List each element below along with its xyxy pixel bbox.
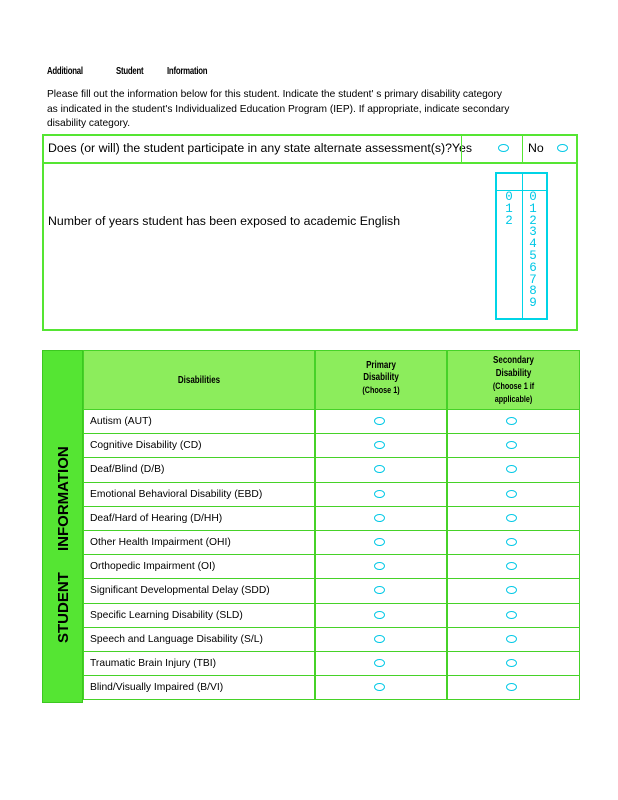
primary-cell — [315, 458, 447, 482]
primary-cell — [315, 628, 447, 652]
ones-digit[interactable]: 8 — [529, 284, 537, 299]
divider — [522, 136, 523, 162]
no-radio[interactable] — [557, 144, 568, 152]
table-row — [83, 531, 580, 555]
disability-label: Autism (AUT) — [83, 410, 315, 434]
secondary-cell — [447, 628, 580, 652]
alternate-assessment-row — [44, 136, 576, 164]
ones-digit[interactable]: 4 — [529, 237, 537, 252]
header-primary-line: Primary — [366, 360, 396, 371]
disability-label: Deaf/Hard of Hearing (D/HH) — [83, 507, 315, 531]
tens-digit[interactable]: 0 — [505, 190, 513, 204]
primary-radio[interactable] — [374, 659, 385, 667]
primary-cell — [315, 507, 447, 531]
secondary-cell — [447, 531, 580, 555]
header-secondary-line: Secondary — [493, 355, 534, 366]
table-row — [83, 507, 580, 531]
divider — [522, 174, 523, 318]
secondary-radio[interactable] — [506, 562, 517, 570]
ones-digit-column[interactable] — [527, 192, 539, 310]
primary-radio[interactable] — [374, 635, 385, 643]
header-secondary — [447, 350, 580, 410]
primary-radio[interactable] — [374, 562, 385, 570]
ones-digit[interactable]: 1 — [529, 201, 537, 216]
student-information-sidebar — [42, 350, 83, 703]
tens-digit[interactable]: 2 — [505, 213, 513, 228]
table-header — [83, 350, 580, 410]
title-word-information: Information — [167, 66, 208, 77]
secondary-radio[interactable] — [506, 490, 517, 498]
secondary-cell — [447, 458, 580, 482]
header-primary — [315, 350, 447, 410]
instructions-line: Please fill out the information below for this student. Indicate the student' s primary disability category — [47, 89, 502, 100]
disability-label: Orthopedic Impairment (OI) — [83, 555, 315, 579]
tens-digit-column[interactable] — [503, 192, 515, 227]
primary-cell — [315, 483, 447, 507]
primary-radio[interactable] — [374, 683, 385, 691]
ones-digit[interactable]: 6 — [529, 260, 537, 275]
primary-radio[interactable] — [374, 441, 385, 449]
secondary-cell — [447, 579, 580, 603]
secondary-radio[interactable] — [506, 417, 517, 425]
table-row — [83, 604, 580, 628]
secondary-cell — [447, 434, 580, 458]
secondary-cell — [447, 652, 580, 676]
primary-cell — [315, 652, 447, 676]
secondary-radio[interactable] — [506, 659, 517, 667]
english-years-question: Number of years student has been exposed to academic English — [48, 214, 401, 228]
alternate-assessment-question: Does (or will) the student participate in any state alternate assessment(s)?Yes — [48, 141, 472, 155]
secondary-cell — [447, 676, 580, 700]
instructions-line: disability category. — [47, 118, 131, 129]
yes-radio[interactable] — [498, 144, 509, 152]
secondary-cell — [447, 410, 580, 434]
primary-radio[interactable] — [374, 490, 385, 498]
table-row — [83, 676, 580, 700]
header-primary-line: Disability — [363, 372, 399, 383]
table-row — [83, 458, 580, 482]
secondary-radio[interactable] — [506, 465, 517, 473]
primary-radio[interactable] — [374, 538, 385, 546]
header-secondary-line: (Choose 1 if — [492, 381, 535, 391]
ones-digit[interactable]: 9 — [529, 296, 537, 311]
header-secondary-line: applicable) — [494, 393, 533, 404]
table-row — [83, 579, 580, 603]
primary-radio[interactable] — [374, 514, 385, 522]
no-label: No — [528, 141, 544, 155]
tens-digit[interactable]: 1 — [505, 201, 513, 216]
secondary-radio[interactable] — [506, 635, 517, 643]
header-primary-line: (Choose 1) — [362, 385, 400, 395]
title-word-student: Student — [116, 66, 144, 77]
side-label-information: INFORMATION — [55, 446, 72, 551]
years-bubble-grid[interactable] — [495, 172, 548, 320]
primary-cell — [315, 604, 447, 628]
primary-radio[interactable] — [374, 417, 385, 425]
ones-digit[interactable]: 3 — [529, 225, 537, 240]
instructions — [47, 88, 567, 132]
primary-radio[interactable] — [374, 465, 385, 473]
side-label-student: STUDENT — [55, 572, 72, 643]
secondary-cell — [447, 604, 580, 628]
secondary-radio[interactable] — [506, 611, 517, 619]
secondary-radio[interactable] — [506, 538, 517, 546]
primary-radio[interactable] — [374, 611, 385, 619]
disability-label: Significant Developmental Delay (SDD) — [83, 579, 315, 603]
disability-label: Specific Learning Disability (SLD) — [83, 604, 315, 628]
secondary-radio[interactable] — [506, 683, 517, 691]
primary-cell — [315, 555, 447, 579]
secondary-radio[interactable] — [506, 441, 517, 449]
primary-cell — [315, 434, 447, 458]
disability-label: Cognitive Disability (CD) — [83, 434, 315, 458]
table-row — [83, 652, 580, 676]
table-row — [83, 555, 580, 579]
header-disabilities — [83, 350, 315, 410]
ones-digit[interactable]: 5 — [529, 248, 537, 263]
disability-label: Emotional Behavioral Disability (EBD) — [83, 483, 315, 507]
title-word-additional: Additional — [47, 66, 83, 77]
secondary-cell — [447, 555, 580, 579]
ones-digit[interactable]: 7 — [529, 272, 537, 287]
header-secondary-line: Disability — [495, 367, 532, 379]
ones-digit[interactable]: 0 — [529, 190, 537, 204]
disability-label: Speech and Language Disability (S/L) — [83, 628, 315, 652]
disability-label: Other Health Impairment (OHI) — [83, 531, 315, 555]
primary-cell — [315, 579, 447, 603]
assessment-box — [42, 134, 578, 331]
disability-label: Blind/Visually Impaired (B/VI) — [83, 676, 315, 700]
primary-cell — [315, 676, 447, 700]
instructions-line: as indicated in the student's Individualized Education Program (IEP). If appropriate, indicate secondary — [47, 103, 510, 115]
secondary-radio[interactable] — [506, 586, 517, 594]
disability-label: Deaf/Blind (D/B) — [83, 458, 315, 482]
primary-radio[interactable] — [374, 586, 385, 594]
secondary-cell — [447, 483, 580, 507]
table-row — [83, 410, 580, 434]
secondary-cell — [447, 507, 580, 531]
secondary-radio[interactable] — [506, 514, 517, 522]
table-row — [83, 628, 580, 652]
primary-cell — [315, 410, 447, 434]
primary-cell — [315, 531, 447, 555]
header-disabilities-label: Disabilities — [177, 375, 221, 386]
divider — [461, 136, 462, 162]
disability-label: Traumatic Brain Injury (TBI) — [83, 652, 315, 676]
table-row — [83, 434, 580, 458]
ones-digit[interactable]: 2 — [529, 213, 537, 228]
table-row — [83, 483, 580, 507]
